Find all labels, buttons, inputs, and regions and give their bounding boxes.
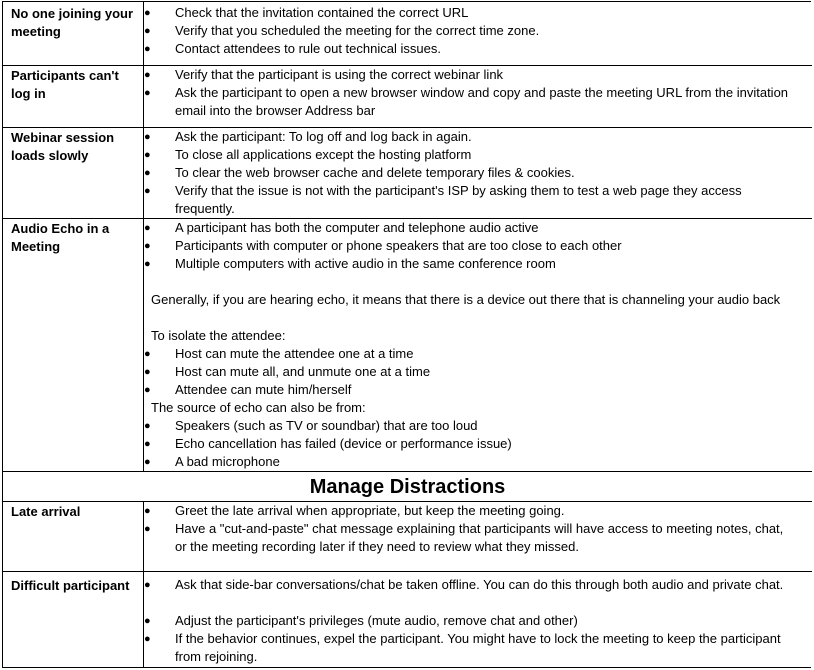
bullet-icon: ● (144, 579, 151, 591)
row-divider (3, 571, 812, 572)
bullet-icon: ● (144, 167, 151, 179)
list-item: ● Host can mute the attendee one at a time (144, 346, 414, 361)
bullet-icon: ● (144, 456, 151, 468)
list-item: ● Participants with computer or phone speakers that are too close to each other (144, 238, 622, 253)
list-item: ● Speakers (such as TV or soundbar) that are too loud (144, 418, 478, 433)
list-item: ● A participant has both the computer and telephone audio active (144, 220, 539, 235)
bullet-icon: ● (144, 7, 151, 19)
list-item: ● Attendee can mute him/herself (144, 382, 352, 397)
bullet-icon: ● (144, 222, 151, 234)
row-label-no-one-joining: No one joining your meeting (11, 6, 134, 39)
list-item: ● If the behavior continues, expel the participant. You might have to lock the meeting to keep the participant from rejoining. (144, 631, 781, 664)
list-item: ● Echo cancellation has failed (device or performance issue) (144, 436, 512, 451)
echo-explanation: Generally, if you are hearing echo, it means that there is a device out there that is channeling your audio back (151, 292, 781, 307)
bullet-icon: ● (144, 149, 151, 161)
bullet-icon: ● (144, 633, 151, 645)
list-item: ● A bad microphone (144, 454, 280, 469)
bullet-icon: ● (144, 438, 151, 450)
row-label-cant-log-in: Participants can't log in (11, 68, 119, 101)
list-item: ● Multiple computers with active audio in the same conference room (144, 256, 556, 271)
list-item: ● Ask the participant: To log off and log back in again. (144, 129, 472, 144)
isolate-intro: To isolate the attendee: (151, 328, 286, 343)
row-label-audio-echo: Audio Echo in a Meeting (11, 221, 110, 254)
bullet-icon: ● (144, 366, 151, 378)
list-item: ● Have a "cut-and-paste" chat message explaining that participants will have access to meeting notes, chat, or the meeting recording later if they need to review what they missed. (144, 521, 784, 554)
bullet-icon: ● (144, 420, 151, 432)
list-item: ● Host can mute all, and unmute one at a time (144, 364, 431, 379)
bullet-icon: ● (144, 240, 151, 252)
bullet-icon: ● (144, 348, 151, 360)
list-item: ● Verify that the issue is not with the participant's ISP by asking them to test a web page they access frequently. (144, 183, 742, 216)
bullet-icon: ● (144, 43, 151, 55)
troubleshooting-table (2, 1, 811, 668)
row-label-loads-slowly: Webinar session loads slowly (11, 130, 115, 163)
list-item: ● Contact attendees to rule out technical issues. (144, 41, 441, 56)
bullet-icon: ● (144, 185, 151, 197)
list-item: ● Adjust the participant's privileges (mute audio, remove chat and other) (144, 613, 578, 628)
bullet-icon: ● (144, 131, 151, 143)
list-item: ● Check that the invitation contained the correct URL (144, 5, 469, 20)
bullet-icon: ● (144, 25, 151, 37)
list-item: ● Verify that you scheduled the meeting for the correct time zone. (144, 23, 540, 38)
list-item: ● Verify that the participant is using the correct webinar link (144, 67, 504, 82)
bullet-icon: ● (144, 615, 151, 627)
list-item: ● To clear the web browser cache and delete temporary files & cookies. (144, 165, 575, 180)
bullet-icon: ● (144, 258, 151, 270)
bullet-icon: ● (144, 87, 151, 99)
row-divider (3, 471, 812, 472)
source-intro: The source of echo can also be from: (151, 400, 366, 415)
row-label-difficult-participant: Difficult participant (11, 578, 130, 593)
list-item: ● Ask the participant to open a new browser window and copy and paste the meeting URL from the invitation email into the browser Address bar (144, 85, 789, 118)
bullet-icon: ● (144, 523, 151, 535)
list-item: ● To close all applications except the hosting platform (144, 147, 472, 162)
bullet-icon: ● (144, 69, 151, 81)
section-heading: Manage Distractions (309, 476, 506, 498)
list-item: ● Ask that side-bar conversations/chat be taken offline. You can do this through both audio and private chat. (144, 577, 784, 592)
bullet-icon: ● (144, 384, 151, 396)
list-item: ● Greet the late arrival when appropriate, but keep the meeting going. (144, 503, 565, 518)
row-label-late-arrival: Late arrival (11, 504, 81, 519)
bullet-icon: ● (144, 505, 151, 517)
